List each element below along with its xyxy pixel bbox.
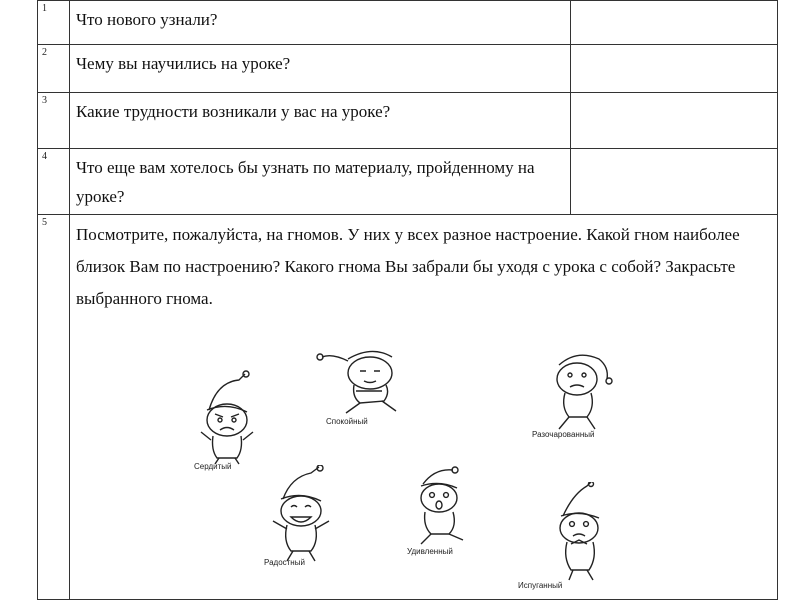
gnome-angry[interactable]	[187, 370, 267, 465]
table-row	[38, 93, 778, 149]
row-number: 5	[38, 215, 70, 600]
gnome-label-surprised: Удивленный	[407, 547, 453, 556]
gnomes-area	[37, 220, 778, 600]
gnome-calm[interactable]	[312, 335, 422, 420]
row-number: 3	[38, 93, 70, 149]
row-number: 2	[38, 45, 70, 93]
gnome-label-joyful: Радостный	[264, 558, 305, 567]
table-row	[38, 45, 778, 93]
gnome-disappointed[interactable]	[537, 345, 627, 435]
question-cell: Что еще вам хотелось бы узнать по материалу, пройденному на уроке?	[70, 149, 571, 215]
question-cell: Чему вы научились на уроке?	[70, 45, 571, 93]
gnome-surprised[interactable]	[397, 460, 487, 550]
gnome-label-disappointed: Разочарованный	[532, 430, 595, 439]
answer-cell[interactable]	[571, 149, 778, 215]
gnome-scared[interactable]	[537, 482, 627, 582]
question-cell: Какие трудности возникали у вас на уроке?	[70, 93, 571, 149]
question-cell: Что нового узнали?	[70, 1, 571, 45]
task-text: Посмотрите, пожалуйста, на гномов. У них у всех разное настроение. Какой гном наиболее близок Вам по настроению? Какого гнома Вы забрали бы уходя с урока с собой? Закрасьте выбранного гнома.	[76, 225, 740, 308]
answer-cell[interactable]	[571, 45, 778, 93]
answer-cell[interactable]	[571, 93, 778, 149]
row-number: 1	[38, 1, 70, 45]
row-number: 4	[38, 149, 70, 215]
table-row	[38, 1, 778, 45]
table-row	[38, 149, 778, 215]
gnome-label-scared: Испуганный	[518, 581, 563, 590]
answer-cell[interactable]	[571, 1, 778, 45]
gnome-label-calm: Спокойный	[326, 417, 368, 426]
gnome-joyful[interactable]	[257, 465, 347, 565]
gnome-label-angry: Сердитый	[194, 462, 232, 471]
